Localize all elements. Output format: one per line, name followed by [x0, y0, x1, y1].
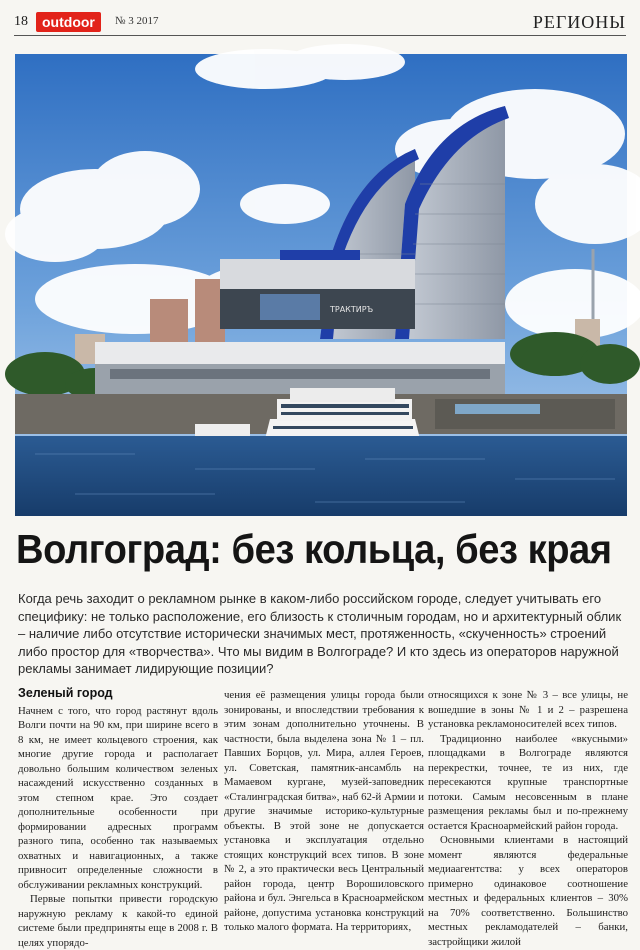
issue-number: № 3 2017 [115, 15, 159, 27]
text-column-1 [18, 686, 218, 950]
article-photo [15, 54, 627, 516]
paragraph: относящихся к зоне № 3 – все улицы, не вошедшие в зоны № 1 и 2 – разрешена установка рекламоносителей всех типов. [428, 689, 628, 730]
header-rule [14, 35, 626, 36]
section-title: РЕГИОНЫ [532, 12, 626, 32]
billboard-text: ТРАКТИРЪ [330, 305, 374, 314]
magazine-logo: outdoor [36, 12, 101, 32]
page-header [14, 12, 626, 36]
volgograd-riverside-illustration [15, 54, 627, 516]
text-column-2 [224, 688, 424, 935]
text-column-3 [428, 688, 628, 949]
paragraph: Основными клиентами в настоящий момент являются федеральные медиаагентства: у всех операторов примерно одинаковое соотношение местных и федеральных клиентов – 30% на 70% соответственно. Большинство местных рекламодателей – банки, застройщики жилой [428, 834, 628, 948]
paragraph: Первые попытки привести городскую наружную рекламу к какой-то единой системе были предприняты еще в 2008 г. В целях упорядо- [18, 893, 218, 949]
article-lead: Когда речь заходит о рекламном рынке в каком-либо российском городе, следует учитывать его специфику: не только расположение, его близость к столичным городам, но и архитектурный облик – наличие либо отсутствие исторически значимых мест, протяженность, «скученность» строений либо простор для «творчества». Что мы видим в Волгограде? И кто здесь из операторов наружной рекламы занимает лидирующие позиции? [18, 591, 622, 677]
paragraph: Традиционно наиболее «вкусными» площадками в Волгограде являются перекрестки, точнее, те из них, где пересекаются крупные транспортные потоки. Самым несовсенным в плане размещения рекламы был и по-прежнему остается Красноармейский район города. [428, 732, 628, 832]
article-title: Волгоград: без кольца, без края [16, 526, 612, 572]
page-number: 18 [14, 14, 28, 29]
paragraph: Начнем с того, что город растянут вдоль Волги почти на 90 км, при ширине всего в 8 км, не имеет кольцевого строения, как многие другие города и располагает довольно большим количеством зеленых насаждений искусственно созданных в этом степном крае. Это создает дополнительные особенности при формировании адресных программ разного типа, особенно так называемых охватных и навигационных, а также привносит определенные сложности в обслуживании рекламных конструкций. [18, 704, 218, 891]
section-subheading: Зеленый город [18, 686, 113, 700]
paragraph: чения её размещения улицы города были зонированы, и впоследствии требования к этим зонам дополнительно уточнены. В частности, была выделена зона № 1 – пл. Павших Борцов, ул. Мира, аллея Героев, ул. Советская, памятник-ансамбль на Мамаевом кургане, музей-заповедник «Сталинградская битва», наб 62-й Армии и другие значимые историко-культурные объекты. В этой зоне не допускается установка и эксплуатация отдельно стоящих конструкций всех типов. В зоне № 2, а это практически весь Центральный район города, центр Ворошиловского района и бул. Энгельса в Красноармейском районе, допустима установка конструкций только малого формата. На территориях, [224, 689, 424, 933]
